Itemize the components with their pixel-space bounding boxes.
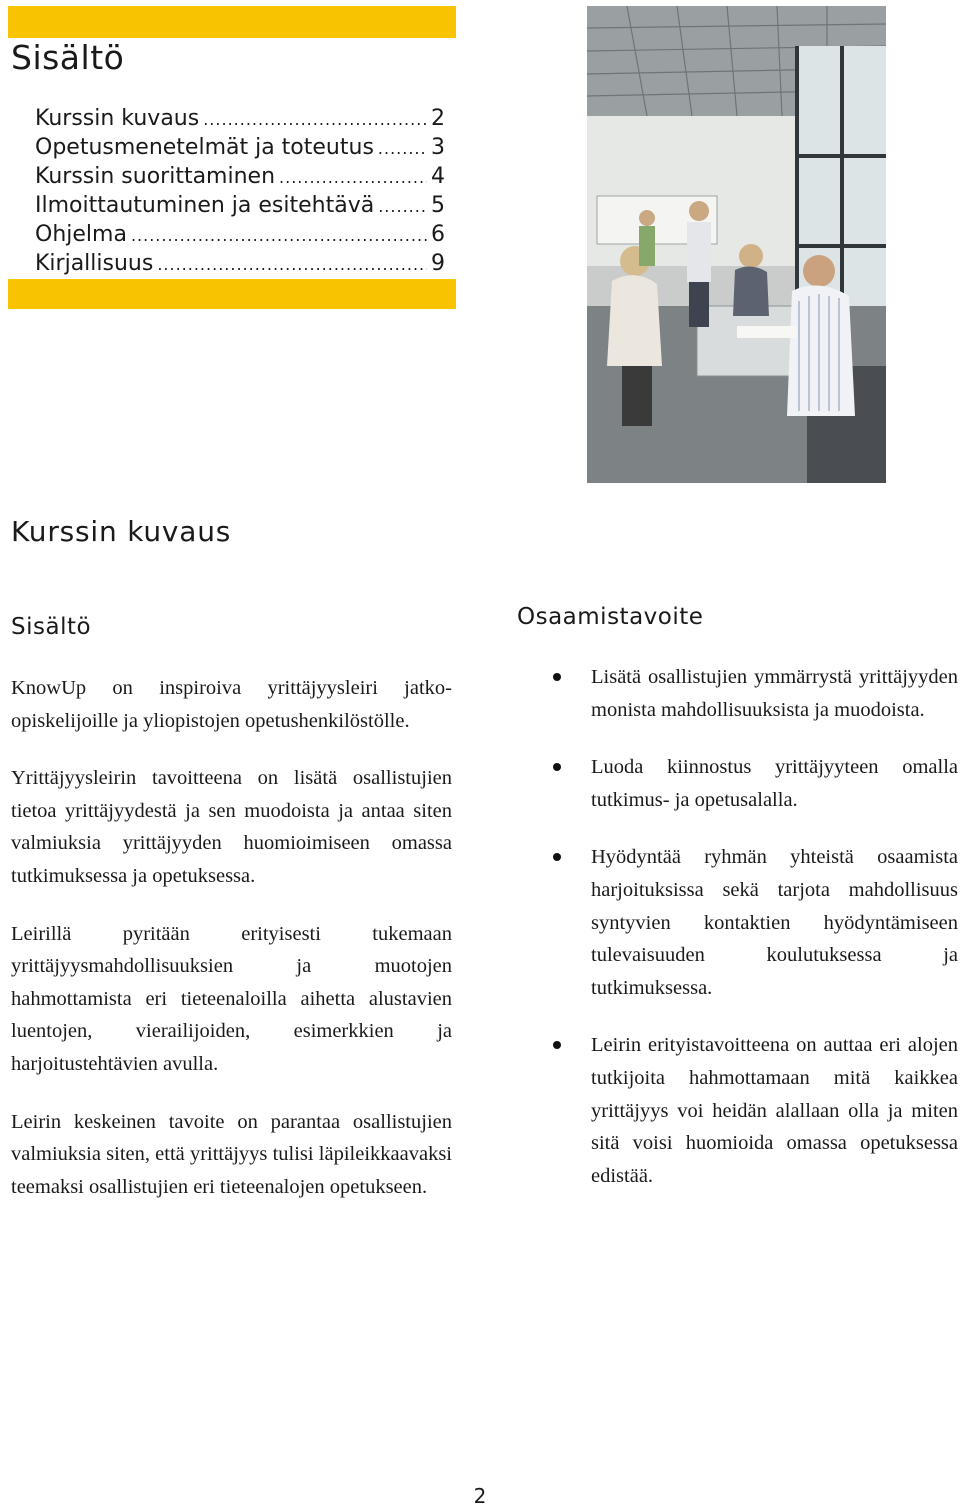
toc-leader-dots — [378, 134, 427, 163]
toc-entry-page: 5 — [431, 193, 445, 218]
list-item-text: Lisätä osallistujien ymmärrystä yrittäjyyden monista mahdollisuuksista ja muodoista. — [591, 666, 958, 721]
toc-entry-page: 3 — [431, 135, 445, 160]
toc-entry-label: Kurssin suorittaminen — [35, 164, 276, 189]
content-paragraph: Yrittäjyysleirin tavoitteena on lisätä osallistujien tietoa yrittäjyydestä ja sen muodoista ja antaa siten valmiuksia yrittäjyyden huomioimiseen omassa tutkimuksessa ja opetuksessa. — [11, 767, 452, 887]
list-item — [553, 661, 958, 726]
toc-leader-dots — [203, 105, 427, 134]
list-item — [553, 841, 958, 1004]
toc-accent-bar-top — [8, 6, 456, 38]
content-heading: Sisältö — [11, 614, 92, 640]
list-item-text: Hyödyntää ryhmän yhteistä osaamista harjoituksissa sekä tarjota mahdollisuus syntyvien kontaktien hyödyntämiseen tulevaisuuden koulutuksessa ja tutkimuksessa. — [591, 846, 958, 999]
toc-entry-page: 6 — [431, 222, 445, 247]
content-paragraph: Leirillä pyritään erityisesti tukemaan yrittäjyysmahdollisuuksien ja muotojen hahmottamista eri tieteenaloilla aihetta alustavien luentojen, vierailijoiden, esimerkkien ja harjoitustehtävien avulla. — [11, 922, 452, 1075]
toc-entry[interactable] — [35, 249, 445, 278]
toc-entry-label: Kirjallisuus — [35, 251, 154, 276]
toc-entry-label: Kurssin kuvaus — [35, 106, 200, 131]
content-column — [11, 672, 452, 1228]
table-of-contents — [35, 104, 445, 278]
toc-leader-dots — [157, 250, 427, 279]
bullet-icon — [553, 763, 561, 771]
list-item — [553, 751, 958, 816]
section-title: Kurssin kuvaus — [11, 515, 232, 548]
toc-entry[interactable] — [35, 133, 445, 162]
list-item-text: Leirin erityistavoitteena on auttaa eri alojen tutkijoita hahmottamaan mitä kaikkea yrittäjyys voi heidän alallaan olla ja miten sitä voisi huomioida omassa opetuksessa edistää. — [591, 1034, 958, 1187]
toc-entry-label: Ilmoittautuminen ja esitehtävä — [35, 193, 375, 218]
toc-leader-dots — [378, 192, 427, 221]
toc-accent-bar-bottom — [8, 279, 456, 309]
classroom-photo — [587, 6, 886, 483]
learning-objectives-list — [553, 661, 958, 1217]
list-item — [553, 1029, 958, 1192]
toc-entry-page: 4 — [431, 164, 445, 189]
content-paragraph: Leirin keskeinen tavoite on parantaa osallistujien valmiuksia siten, että yrittäjyys tulisi läpileikkaavaksi teemaksi osallistujien eri tieteenalojen opetukseen. — [11, 1110, 452, 1198]
list-item-text: Luoda kiinnostus yrittäjyyteen omalla tutkimus- ja opetusalalla. — [591, 756, 958, 811]
toc-entry[interactable] — [35, 191, 445, 220]
learning-objectives-heading: Osaamistavoite — [517, 604, 704, 630]
content-paragraph: KnowUp on inspiroiva yrittäjyysleiri jatkoopiskelijoille ja yliopistojen opetushenkilöstölle. — [11, 677, 452, 732]
toc-entry[interactable] — [35, 104, 445, 133]
toc-entry-page: 9 — [431, 251, 445, 276]
toc-leader-dots — [279, 163, 427, 192]
toc-title: Sisältö — [11, 38, 125, 77]
toc-entry-label: Ohjelma — [35, 222, 127, 247]
bullet-icon — [553, 853, 561, 861]
toc-leader-dots — [131, 221, 427, 250]
page-number: 2 — [473, 1484, 487, 1508]
bullet-icon — [553, 673, 561, 681]
bullet-icon — [553, 1041, 561, 1049]
toc-entry[interactable] — [35, 162, 445, 191]
toc-entry[interactable] — [35, 220, 445, 249]
toc-entry-page: 2 — [431, 106, 445, 131]
toc-entry-label: Opetusmenetelmät ja toteutus — [35, 135, 374, 160]
